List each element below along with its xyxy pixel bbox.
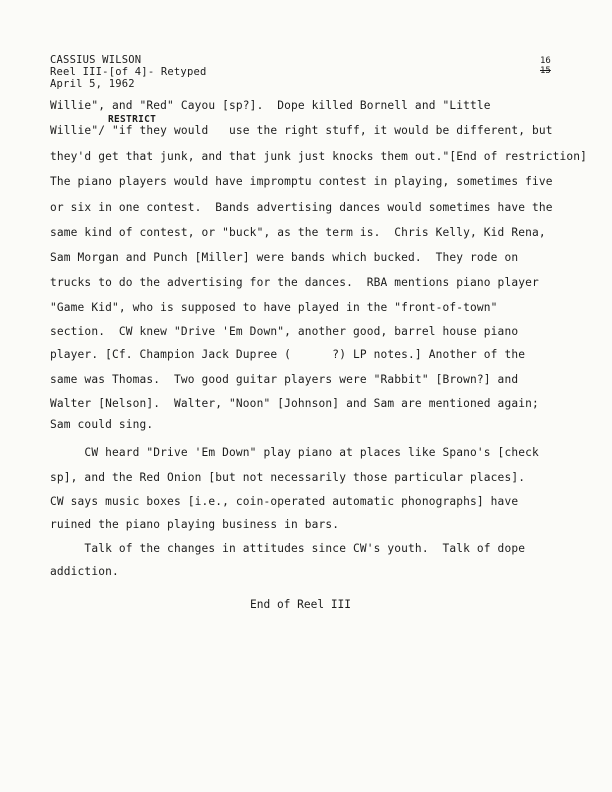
transcript-line: Walter [Nelson]. Walter, "Noon" [Johnson] and Sam are mentioned again;	[50, 397, 539, 410]
restrict-annotation: RESTRICT	[108, 114, 157, 125]
transcript-line: "Game Kid", who is supposed to have played in the "front-of-town"	[50, 301, 498, 314]
struck-page-number: 15	[540, 66, 551, 76]
transcript-line: they'd get that junk, and that junk just knocks them out."[End of restriction]	[50, 150, 588, 163]
transcript-line: ruined the piano playing business in bars.	[50, 518, 340, 531]
transcript-line: Willie", and "Red" Cayou [sp?]. Dope killed Bornell and "Little	[50, 99, 491, 112]
transcript-line: trucks to do the advertising for the dances. RBA mentions piano player	[50, 276, 539, 289]
reel-label: Reel III-[of 4]- Retyped	[50, 66, 207, 78]
transcript-line: section. CW knew "Drive 'Em Down", another good, barrel house piano	[50, 325, 519, 338]
transcript-line: The piano players would have impromptu contest in playing, sometimes five	[50, 175, 553, 188]
transcript-line: Sam Morgan and Punch [Miller] were bands which bucked. They rode on	[50, 251, 519, 264]
transcript-line: same was Thomas. Two good guitar players were "Rabbit" [Brown?] and	[50, 373, 519, 386]
interviewee-name: CASSIUS WILSON	[50, 54, 142, 66]
transcript-line: player. [Cf. Champion Jack Dupree ( ?) LP notes.] Another of the	[50, 348, 526, 361]
transcript-line: sp], and the Red Onion [but not necessarily those particular places].	[50, 471, 526, 484]
page-number	[540, 56, 551, 76]
transcript-line: CW says music boxes [i.e., coin-operated automatic phonographs] have	[50, 495, 519, 508]
document-header	[50, 54, 207, 90]
transcript-line: Willie"/ "if they would use the right stuff, it would be different, but	[50, 124, 553, 137]
end-of-reel-label: End of Reel III	[250, 598, 352, 611]
transcript-line: same kind of contest, or "buck", as the term is. Chris Kelly, Kid Rena,	[50, 226, 546, 239]
transcript-line: Sam could sing.	[50, 418, 154, 431]
transcript-line: Talk of the changes in attitudes since CW's youth. Talk of dope	[50, 542, 526, 555]
handwritten-page-number: 16	[540, 56, 551, 66]
transcript-line: addiction.	[50, 565, 119, 578]
interview-date: April 5, 1962	[50, 78, 135, 90]
transcript-line: or six in one contest. Bands advertising dances would sometimes have the	[50, 201, 553, 214]
transcript-line: CW heard "Drive 'Em Down" play piano at places like Spano's [check	[50, 446, 539, 459]
